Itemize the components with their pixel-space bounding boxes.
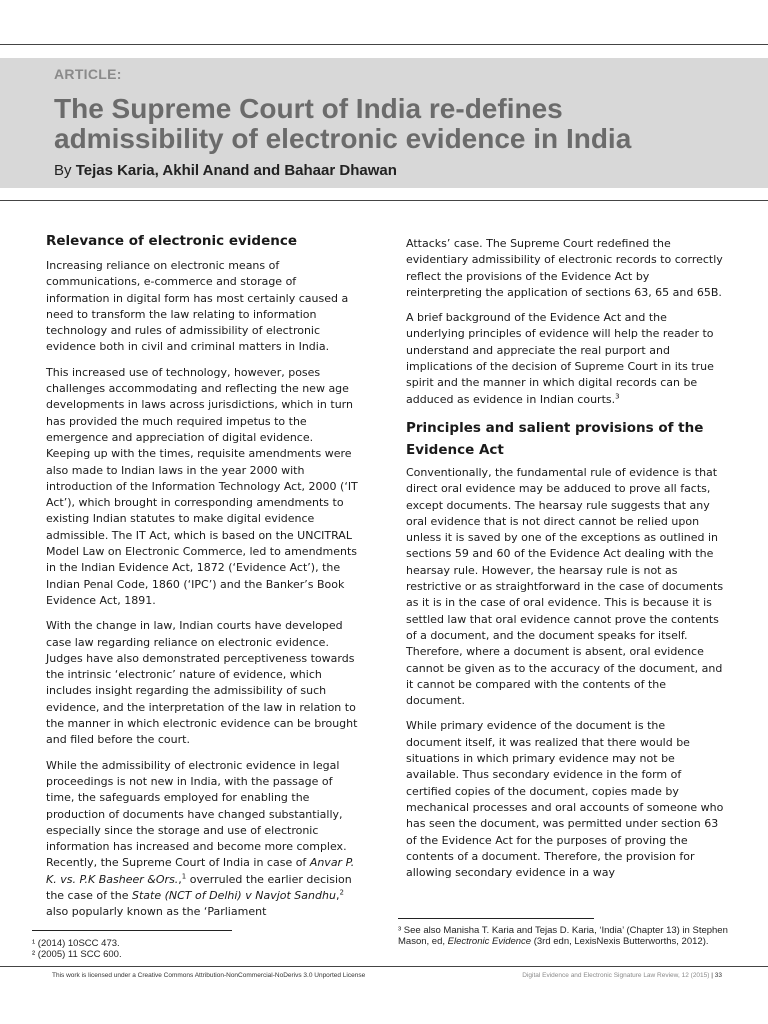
right-paragraph-3: Conventionally, the fundamental rule of evidence is that direct oral evidence may be adduced to prove all facts, except documents. The hearsay rule suggests that any oral evidence that is not direct cannot be relied upon unless it is saved by one of the exceptions as outlined in sections 59 and 60 of the Evidence Act dealing with the hearsay rule. However, the hearsay rule is not as restrictive or as straightforward in the case of documents as it is in the case of oral evidence. This is because it is settled law that oral evidence cannot prove the contents of a document, and the document speaks for itself. Therefore, where a document is absent, oral evidence cannot be given as to the accuracy of the document, and it cannot be compared with the contents of the document.	[406, 465, 724, 708]
byline-by: By	[54, 162, 72, 179]
footnote-ref-3[interactable]: 3	[615, 392, 620, 401]
p4-text-b: ,	[178, 872, 182, 886]
p4-text-e: also popularly known as the ‘Parliament	[46, 905, 267, 919]
article-label: ARTICLE:	[54, 66, 122, 82]
left-column	[46, 230, 360, 930]
fn3-text-b: (3rd edn, LexisNexis Butterworths, 2012).	[531, 936, 709, 947]
footnote-3	[398, 925, 728, 947]
license-notice[interactable]: This work is licensed under a Creative Commons Attribution-NonCommercial-NoDerivs 3.0 Unported License	[52, 972, 366, 979]
footnote-1: ¹ (2014) 10SCC 473.	[32, 938, 120, 949]
byline	[54, 162, 397, 179]
case-navjot-sandhu: State (NCT of Delhi) v Navjot Sandhu	[131, 888, 336, 902]
top-rule	[0, 44, 768, 45]
right-paragraph-1: Attacks’ case. The Supreme Court redefined the evidentiary admissibility of electronic records to correctly reflect the provisions of the Evidence Act by reinterpreting the application of sections 63, 65 and 65B.	[406, 237, 723, 299]
footer-rule	[0, 966, 768, 967]
footnote-rule-right	[398, 918, 594, 919]
fn3-book-title: Electronic Evidence	[447, 936, 532, 947]
fn3-text-a: ³ See also Manisha T. Karia and Tejas D. Karia, ‘India’ (Chapter 13) in Stephen Mason, ed,	[398, 925, 728, 947]
p4-text-a: While the admissibility of electronic evidence in legal proceedings is not new in India, with the passage of time, the safeguards employed for enabling the production of documents have changed substantially, especially since the storage and use of electronic information has increased and become more complex. Recently, the Supreme Court of India in case of	[46, 758, 347, 870]
right-paragraph-4: While primary evidence of the document is the document itself, it was realized that there would be situations in which primary evidence may not be available. Thus secondary evidence in the form of certified copies of the document, copies made by mechanical processes and oral accounts of someone who has seen the document, was permitted under section 63 of the Evidence Act for the purposes of proving the contents of a document. Therefore, the provision for allowing secondary evidence in a way	[406, 719, 724, 880]
title-line-2: admissibility of electronic evidence in India	[54, 123, 632, 154]
right-column	[406, 236, 724, 890]
left-paragraph-2: This increased use of technology, however, poses challenges accommodating and reflecting the new age developments in laws across jurisdictions, which in turn has provided the much required impetus to the emergence and appreciation of digital evidence. Keeping up with the times, requisite amendments were also made to Indian laws in the year 2000 with introduction of the Information Technology Act, 2000 (‘IT Act’), which brought in corresponding amendments to existing Indian statutes to make digital evidence admissible. The IT Act, which is based on the UNCITRAL Model Law on Electronic Commerce, led to amendments in the Indian Evidence Act, 1872 (‘Evidence Act’), the Indian Penal Code, 1860 (‘IPC’) and the Banker’s Book Evidence Act, 1891.	[46, 365, 358, 607]
p4-text-c: overruled the earlier decision the case of the	[46, 872, 352, 902]
journal-name: Digital Evidence and Electronic Signature Law Review, 12 (2015)	[522, 972, 710, 979]
left-paragraph-4	[46, 758, 360, 921]
banner-rule	[0, 200, 768, 201]
right-p2-text: A brief background of the Evidence Act and the underlying principles of evidence will help the reader to understand and appreciate the real purport and implications of the decision of Supreme Court in its true spirit and the manner in which digital records can be adduced as evidence in Indian courts.	[406, 311, 714, 406]
footnote-2: ² (2005) 11 SCC 600.	[32, 949, 122, 960]
byline-authors: Tejas Karia, Akhil Anand and Bahaar Dhawan	[75, 162, 397, 179]
footnotes-left	[32, 938, 352, 960]
footnote-ref-2[interactable]: 2	[339, 888, 344, 897]
footnote-ref-1[interactable]: 1	[181, 872, 187, 881]
p4-text-d: ,	[335, 888, 340, 902]
article-header-banner	[0, 58, 768, 188]
case-anvar: Anvar P. K. vs. P.K Basheer &Ors.	[46, 856, 355, 886]
page-number: | 33	[711, 972, 722, 979]
footnote-rule-left	[32, 930, 232, 931]
left-paragraph-1: Increasing reliance on electronic means of communications, e-commerce and storage of information in digital form has most certainly caused a need to transform the law relating to information technology and rules of admissibility of electronic evidence both in civil and criminal matters in India.	[46, 259, 349, 354]
left-paragraph-3: With the change in law, Indian courts have developed case law regarding reliance on electronic evidence. Judges have also demonstrated perceptiveness towards the intrinsic ‘electronic’ nature of evidence, which includes insight regarding the admissibility of such evidence, and the interpretation of the law in relation to the manner in which electronic evidence can be brought and filed before the court.	[46, 619, 358, 747]
title-line-1: The Supreme Court of India re-defines	[54, 93, 563, 124]
section-heading-relevance: Relevance of electronic evidence	[46, 233, 298, 249]
article-title	[54, 94, 744, 154]
right-paragraph-2	[406, 310, 724, 408]
section-heading-principles: Principles and salient provisions of the Evidence Act	[406, 419, 704, 458]
journal-citation	[522, 972, 722, 979]
